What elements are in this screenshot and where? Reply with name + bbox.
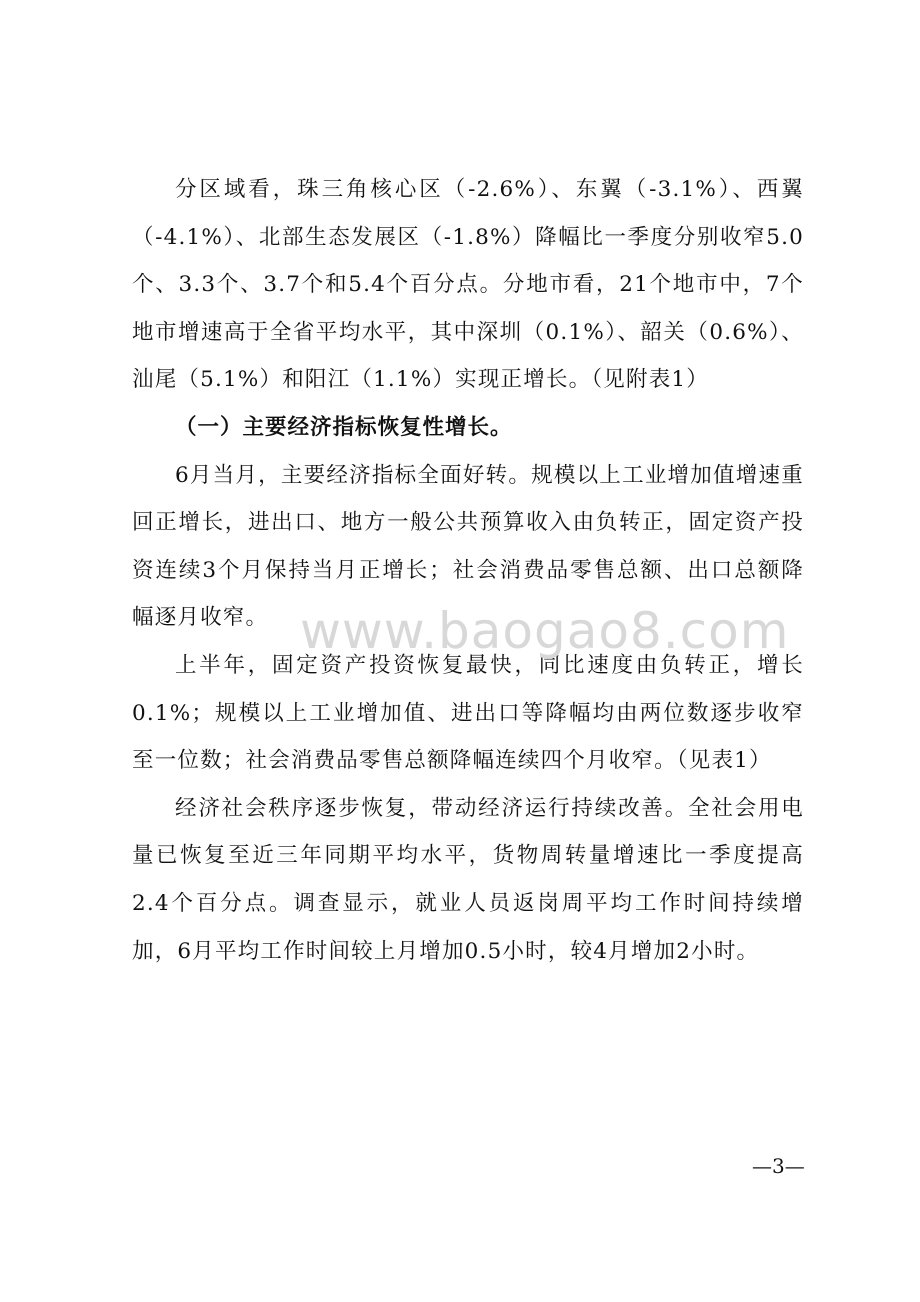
section-heading: （一）主要经济指标恢复性增长。 [175,414,513,440]
watermark: www.baogao8.com [300,602,790,660]
paragraph-social-order: 经济社会秩序逐步恢复，带动经济运行持续改善。全社会用电量已恢复至近三年同期平均水平，货物周转量增速比一季度提高2.4个百分点。调查显示，就业人员返岗周平均工作时间持续增加，6月平均工作时间较上月增加0.5小时，较4月增加2小时。 [132,795,804,964]
paragraph-june-indicators: 6月当月，主要经济指标全面好转。规模以上工业增加值增速重回正增长，进出口、地方一般公共预算收入由负转正，固定资产投资连续3个月保持当月正增长；社会消费品零售总额、出口总额降幅逐月收窄。 [132,462,804,631]
body-text [132,166,804,975]
page-number: —3— [752,1154,805,1178]
paragraph-first-half: 上半年，固定资产投资恢复最快，同比速度由负转正，增长0.1%；规模以上工业增加值、进出口等降幅均由两位数逐步收窄至一位数；社会消费品零售总额降幅连续四个月收窄。（见表1） [132,652,804,774]
paragraph-regional-analysis: 分区域看，珠三角核心区（-2.6%）、东翼（-3.1%）、西翼（-4.1%）、北部生态发展区（-1.8%）降幅比一季度分别收窄5.0个、3.3个、3.7个和5.4个百分点。分地市看，21个地市中，7个地市增速高于全省平均水平，其中深圳（0.1%）、韶关（0.6%）、汕尾（5.1%）和阳江（1.1%）实现正增长。（见附表1） [132,177,804,393]
